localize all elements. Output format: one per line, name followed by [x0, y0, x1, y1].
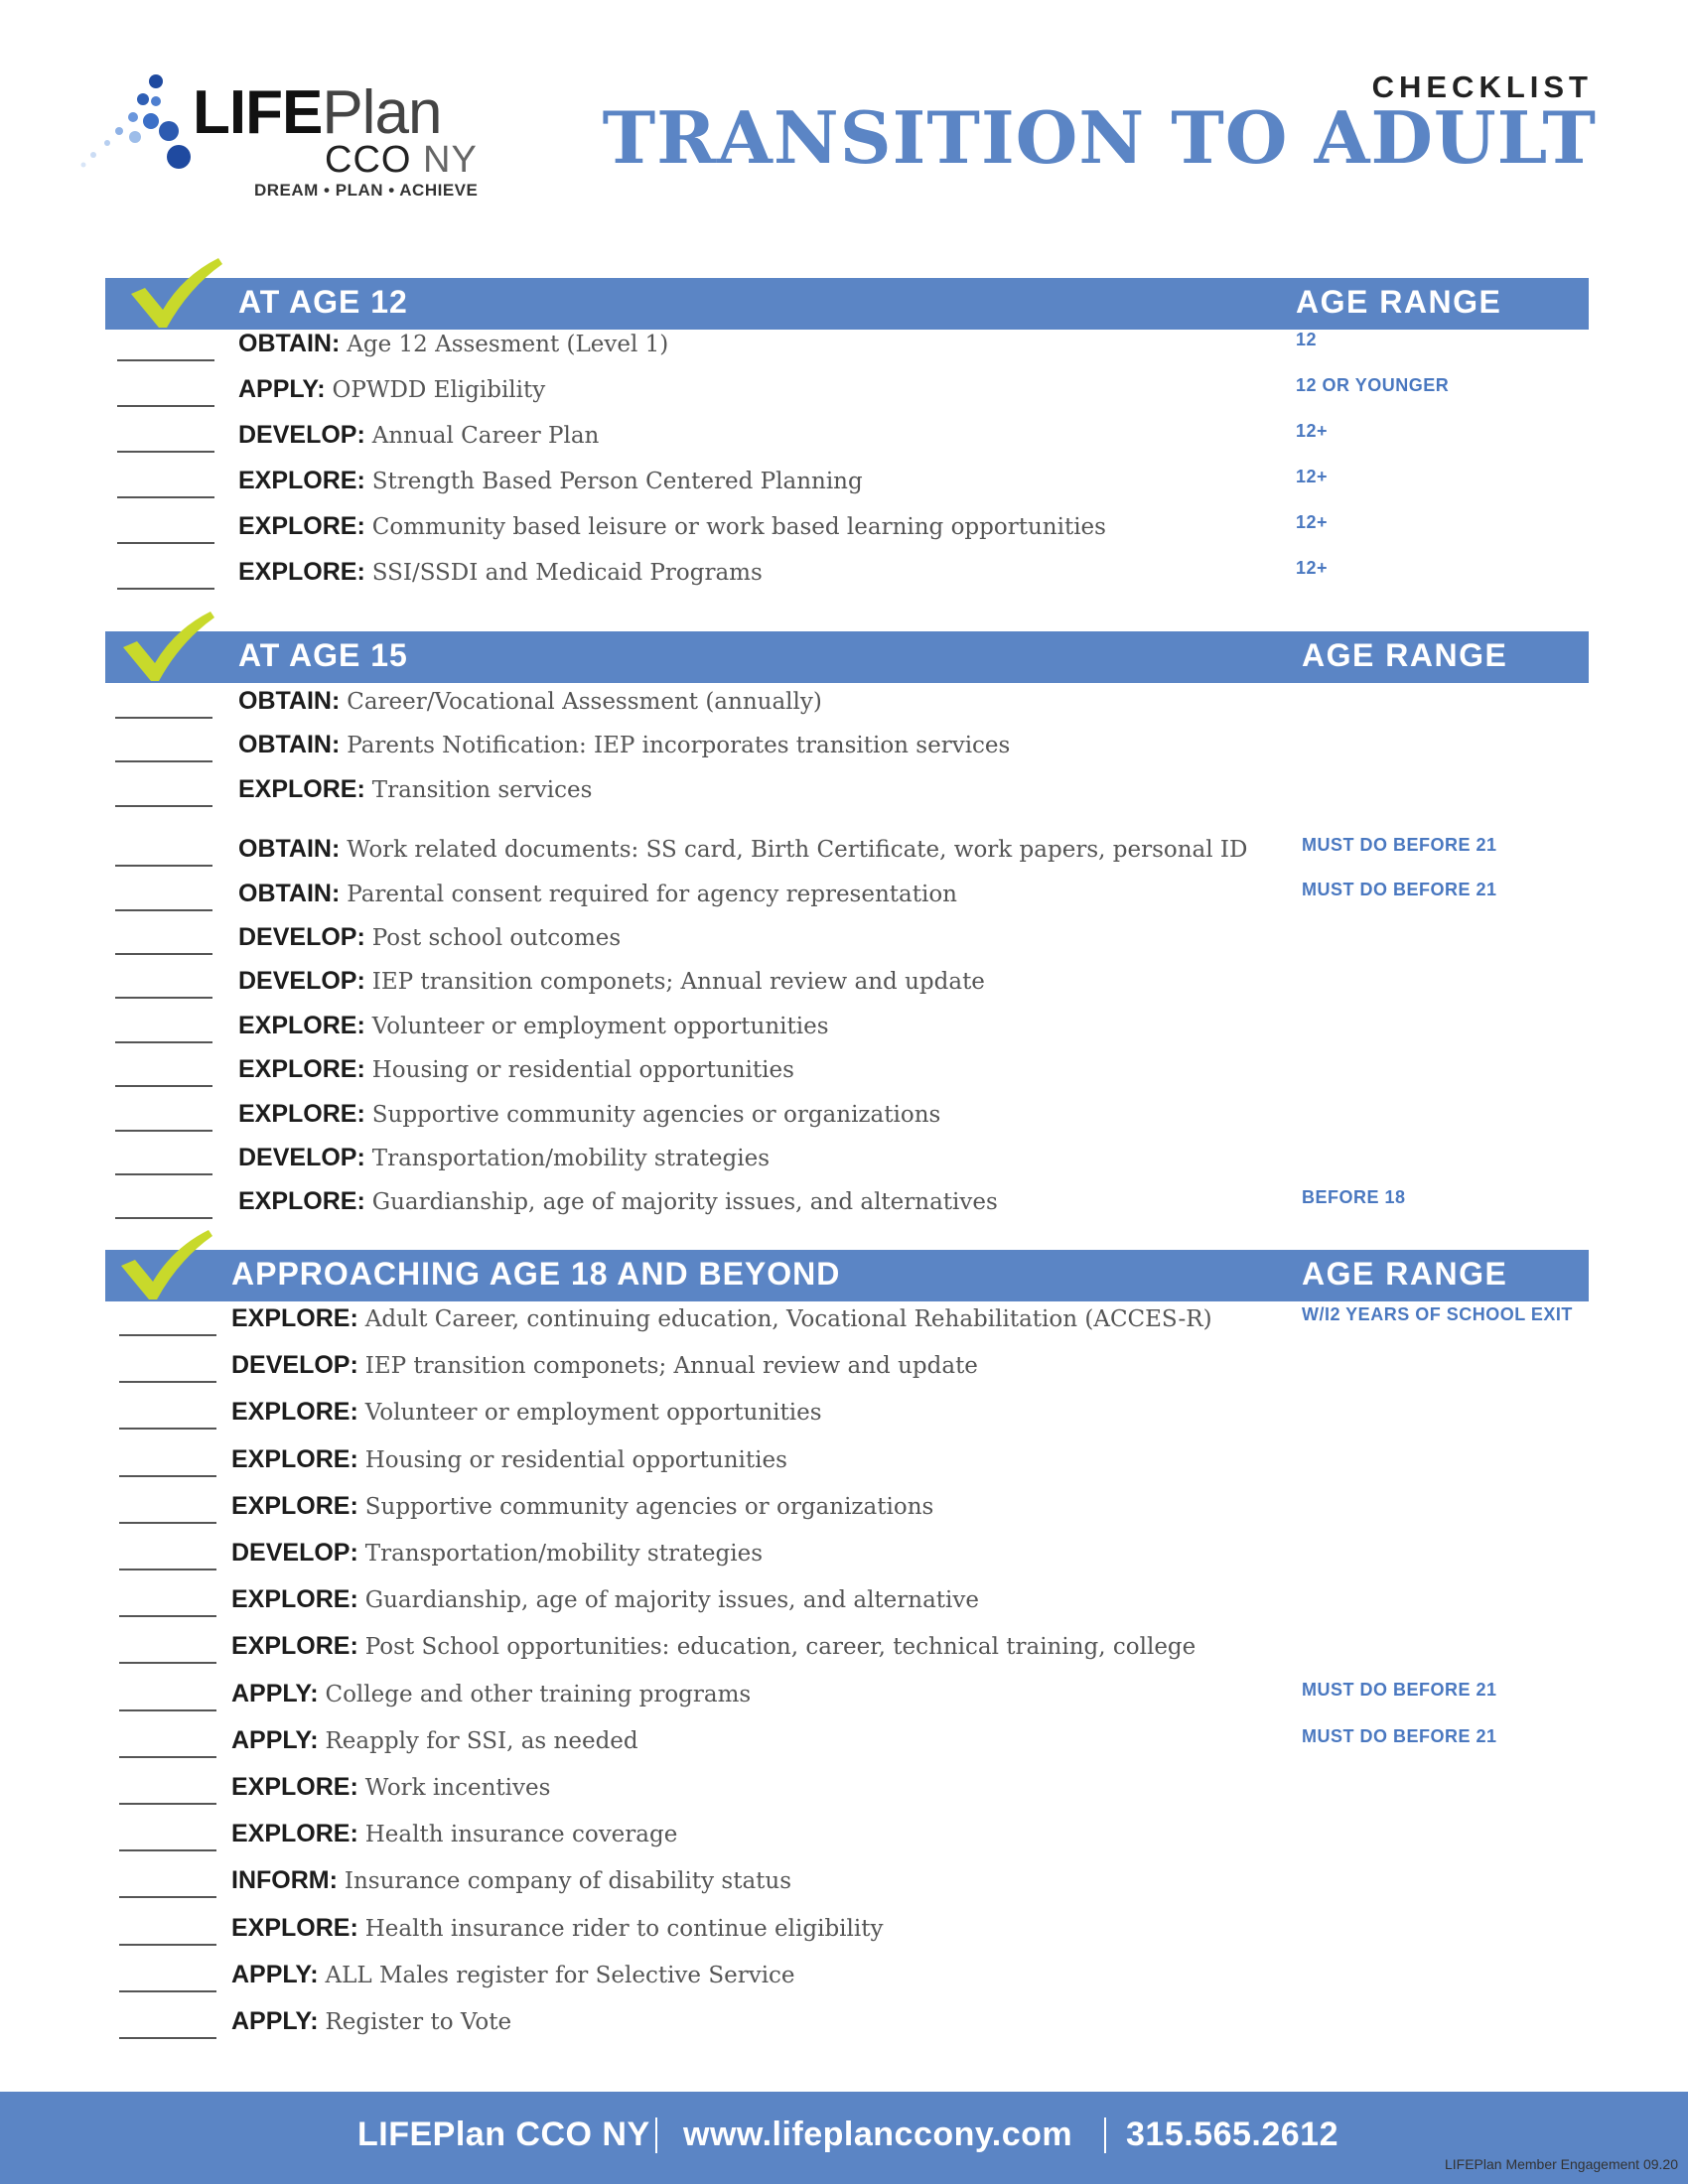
item-description: Health insurance rider to continue eligibility: [364, 1915, 884, 1942]
checkmark-icon: [117, 1226, 216, 1305]
checklist-row: [0, 1100, 1688, 1140]
action-verb: DEVELOP:: [231, 1351, 358, 1380]
checklist-item: [238, 467, 863, 495]
checkbox-blank-line[interactable]: [115, 1085, 212, 1087]
action-verb: OBTAIN:: [238, 879, 341, 907]
action-verb: EXPLORE:: [231, 1585, 358, 1614]
checkbox-blank-line[interactable]: [117, 588, 214, 590]
age-range-value: 12: [1296, 330, 1318, 349]
checklist-row: [0, 1820, 1688, 1859]
checkbox-blank-line[interactable]: [119, 1381, 216, 1383]
checkbox-blank-line[interactable]: [119, 1615, 216, 1617]
checklist-row: [0, 1055, 1688, 1095]
footer-org: LIFEPlan CCO NY: [357, 2116, 650, 2153]
action-verb: EXPLORE:: [238, 512, 365, 540]
checklist-item: [231, 1398, 822, 1427]
action-verb: APPLY:: [238, 375, 326, 403]
action-verb: OBTAIN:: [238, 330, 341, 357]
age-range-value: MUST DO BEFORE 21: [1302, 835, 1497, 856]
action-verb: APPLY:: [231, 1960, 319, 1988]
checklist-item: [231, 1585, 979, 1614]
age-range-value: 12+: [1296, 467, 1329, 486]
checkbox-blank-line[interactable]: [115, 1217, 212, 1219]
checklist-row: [0, 880, 1688, 919]
footer-phone: 315.565.2612: [1126, 2116, 1338, 2153]
checklist-item: [238, 1187, 998, 1216]
action-verb: EXPLORE:: [231, 1444, 358, 1473]
checklist-item: [231, 1820, 677, 1848]
checkbox-blank-line[interactable]: [119, 1662, 216, 1664]
checkmark-icon: [127, 254, 226, 334]
checklist-row: [0, 1914, 1688, 1954]
checklist-row: [0, 1585, 1688, 1625]
checkbox-blank-line[interactable]: [115, 953, 212, 955]
checklist-row: [0, 330, 1688, 369]
item-description: Volunteer or employment opportunities: [364, 1400, 822, 1427]
checklist-row: [0, 1492, 1688, 1532]
checklist-row: [0, 1398, 1688, 1437]
action-verb: EXPLORE:: [238, 1099, 365, 1128]
item-description: Housing or residential opportunities: [364, 1446, 787, 1473]
checkbox-blank-line[interactable]: [117, 359, 214, 361]
age-range-value: W/I2 YEARS OF SCHOOL EXIT: [1302, 1304, 1573, 1324]
checkbox-blank-line[interactable]: [117, 496, 214, 498]
checklist-item: [238, 1100, 940, 1129]
checklist-row: [0, 1773, 1688, 1813]
checkbox-blank-line[interactable]: [115, 805, 212, 807]
checklist-item: [238, 1012, 829, 1040]
checklist-row: [0, 421, 1688, 461]
checkbox-blank-line[interactable]: [119, 1849, 216, 1851]
checkbox-blank-line[interactable]: [117, 542, 214, 544]
checkbox-blank-line[interactable]: [115, 1130, 212, 1132]
section-title: APPROACHING AGE 18 AND BEYOND: [231, 1256, 841, 1292]
item-description: ALL Males register for Selective Service: [325, 1962, 795, 1988]
item-description: Work related documents: SS card, Birth Certificate, work papers, personal ID: [347, 837, 1248, 864]
item-description: College and other training programs: [325, 1681, 752, 1707]
action-verb: OBTAIN:: [238, 731, 341, 759]
checklist-item: [231, 2007, 511, 2036]
action-verb: EXPLORE:: [231, 1820, 358, 1848]
checkbox-blank-line[interactable]: [117, 451, 214, 453]
action-verb: EXPLORE:: [238, 1011, 365, 1039]
checkbox-blank-line[interactable]: [119, 1709, 216, 1711]
age-range-value: MUST DO BEFORE 21: [1302, 879, 1497, 899]
checkbox-blank-line[interactable]: [119, 1990, 216, 1992]
checkbox-blank-line[interactable]: [115, 717, 212, 719]
checklist-row: [0, 731, 1688, 770]
checklist-item: [231, 1726, 638, 1755]
checkbox-blank-line[interactable]: [119, 1944, 216, 1946]
action-verb: DEVELOP:: [238, 967, 365, 996]
checklist-row: [0, 1539, 1688, 1578]
age-range-header: AGE RANGE: [1302, 637, 1508, 673]
action-verb: DEVELOP:: [231, 1539, 358, 1567]
checklist-row: [0, 1144, 1688, 1183]
checklist-row: [0, 1961, 1688, 2000]
checklist-item: [238, 421, 599, 450]
section-header-bar: [105, 631, 1589, 681]
section-header-bar: [105, 278, 1589, 328]
checklist-item: [231, 1539, 763, 1568]
item-description: Adult Career, continuing education, Vocational Rehabilitation (ACCES-R): [364, 1306, 1212, 1332]
checklist-row: [0, 1680, 1688, 1719]
checklist-row: [0, 1351, 1688, 1391]
checkbox-blank-line[interactable]: [119, 1522, 216, 1524]
section-header-bar: [105, 1250, 1589, 1299]
checkbox-blank-line[interactable]: [119, 1569, 216, 1570]
checkbox-blank-line[interactable]: [115, 1041, 212, 1043]
action-verb: EXPLORE:: [231, 1913, 358, 1942]
checklist-row: [0, 1304, 1688, 1344]
checklist-item: [231, 1961, 795, 1989]
checklist-item: [231, 1914, 883, 1943]
age-range-value: 12+: [1296, 558, 1329, 578]
action-verb: INFORM:: [231, 1866, 338, 1895]
logo: [71, 69, 489, 208]
item-description: Supportive community agencies or organizations: [371, 1101, 941, 1128]
checklist-item: [231, 1445, 787, 1474]
item-description: Community based leisure or work based learning opportunities: [371, 514, 1106, 540]
action-verb: DEVELOP:: [238, 923, 365, 951]
action-verb: EXPLORE:: [231, 1398, 358, 1427]
item-description: Parents Notification: IEP incorporates transition services: [347, 733, 1011, 759]
action-verb: DEVELOP:: [238, 421, 365, 449]
item-description: Age 12 Assesment (Level 1): [347, 332, 669, 357]
checklist-item: [238, 512, 1106, 541]
item-description: Transition services: [371, 776, 593, 803]
checklist-row: [0, 558, 1688, 598]
checklist-item: [238, 330, 668, 358]
action-verb: EXPLORE:: [231, 1773, 358, 1801]
checklist-item: [238, 775, 592, 804]
checklist-row: [0, 1726, 1688, 1766]
footer-note: LIFEPlan Member Engagement 09.20: [1444, 2156, 1678, 2172]
checkbox-blank-line[interactable]: [115, 760, 212, 762]
action-verb: APPLY:: [231, 1679, 319, 1707]
checkbox-blank-line[interactable]: [119, 1475, 216, 1477]
logo-subtitle: CCO NY: [325, 139, 478, 181]
checklist-row: [0, 1012, 1688, 1051]
checklist-row: [0, 967, 1688, 1007]
action-verb: EXPLORE:: [238, 1187, 365, 1216]
checklist-row: [0, 1445, 1688, 1485]
item-description: Post School opportunities: education, career, technical training, college: [364, 1634, 1196, 1661]
action-verb: APPLY:: [231, 2007, 319, 2035]
item-description: Post school outcomes: [371, 925, 622, 951]
checklist-item: [231, 1773, 550, 1802]
action-verb: EXPLORE:: [231, 1491, 358, 1520]
checklist-row: [0, 1632, 1688, 1672]
action-verb: EXPLORE:: [238, 774, 365, 803]
action-verb: OBTAIN:: [238, 835, 341, 864]
checklist-item: [238, 923, 621, 952]
checkbox-blank-line[interactable]: [119, 1896, 216, 1898]
checklist-row: [0, 512, 1688, 552]
checkbox-blank-line[interactable]: [119, 1334, 216, 1336]
age-range-value: 12+: [1296, 421, 1329, 441]
checklist-item: [238, 967, 985, 996]
age-range-value: MUST DO BEFORE 21: [1302, 1725, 1497, 1746]
action-verb: EXPLORE:: [231, 1632, 358, 1661]
checkbox-blank-line[interactable]: [115, 997, 212, 999]
checklist-row: [0, 923, 1688, 963]
item-description: Health insurance coverage: [364, 1822, 678, 1848]
item-description: Register to Vote: [325, 2009, 512, 2035]
item-description: Transportation/mobility strategies: [364, 1541, 764, 1567]
section-title: AT AGE 12: [238, 284, 408, 320]
age-range-value: BEFORE 18: [1302, 1187, 1406, 1208]
checkbox-blank-line[interactable]: [117, 405, 214, 407]
footer-divider: [655, 2117, 657, 2153]
item-description: OPWDD Eligibility: [332, 377, 546, 403]
checklist-item: [238, 835, 1247, 864]
checklist-item: [238, 1055, 794, 1084]
checkbox-blank-line[interactable]: [115, 909, 212, 911]
checklist-row: [0, 1187, 1688, 1227]
checklist-row: [0, 1866, 1688, 1906]
action-verb: APPLY:: [231, 1725, 319, 1754]
logo-tagline: DREAM • PLAN • ACHIEVE: [254, 181, 479, 200]
item-description: Guardianship, age of majority issues, and alternative: [364, 1587, 980, 1614]
checkbox-blank-line[interactable]: [119, 2037, 216, 2039]
item-description: Parental consent required for agency representation: [347, 881, 957, 907]
checkbox-blank-line[interactable]: [115, 1173, 212, 1175]
item-description: Volunteer or employment opportunities: [371, 1013, 829, 1039]
section-underline: [105, 1299, 1589, 1301]
page-title: TRANSITION TO ADULT: [602, 95, 1597, 180]
age-range-header: AGE RANGE: [1296, 284, 1502, 320]
checklist-item: [231, 1304, 1212, 1333]
item-description: Housing or residential opportunities: [371, 1057, 794, 1084]
action-verb: DEVELOP:: [238, 1144, 365, 1171]
checklist-item: [231, 1632, 1196, 1661]
checklist-item: [231, 1866, 791, 1895]
footer-website-link[interactable]: www.lifeplanccony.com: [683, 2116, 1073, 2153]
checklist-item: [238, 880, 957, 908]
action-verb: EXPLORE:: [238, 558, 365, 586]
logo-wordmark: LIFEPlan: [193, 78, 442, 147]
action-verb: EXPLORE:: [238, 467, 365, 494]
item-description: SSI/SSDI and Medicaid Programs: [371, 560, 763, 586]
action-verb: EXPLORE:: [238, 1055, 365, 1084]
item-description: Guardianship, age of majority issues, and alternatives: [371, 1189, 998, 1216]
footer: [0, 2092, 1688, 2184]
checklist-item: [238, 1144, 770, 1172]
age-range-value: 12+: [1296, 512, 1329, 532]
item-description: IEP transition componets; Annual review and update: [371, 969, 985, 996]
item-description: Reapply for SSI, as needed: [325, 1727, 638, 1754]
action-verb: EXPLORE:: [231, 1304, 358, 1332]
footer-divider: [1104, 2117, 1106, 2153]
item-description: Career/Vocational Assessment (annually): [347, 689, 822, 715]
checkbox-blank-line[interactable]: [115, 865, 212, 867]
action-verb: OBTAIN:: [238, 687, 341, 715]
checklist-row: [0, 775, 1688, 815]
item-description: Work incentives: [364, 1775, 551, 1801]
checklist-row: [0, 835, 1688, 875]
item-description: Annual Career Plan: [371, 423, 600, 449]
checklist-item: [231, 1351, 978, 1380]
checklist-row: [0, 375, 1688, 415]
item-description: Insurance company of disability status: [344, 1868, 792, 1895]
checklist-row: [0, 467, 1688, 506]
checkbox-blank-line[interactable]: [119, 1428, 216, 1430]
age-range-value: 12 OR YOUNGER: [1296, 375, 1450, 395]
item-description: Transportation/mobility strategies: [371, 1146, 771, 1171]
checklist-row: [0, 687, 1688, 727]
checklist-label: CHECKLIST: [1371, 69, 1593, 104]
logo-dots-icon: [71, 69, 201, 199]
checklist-item: [231, 1492, 933, 1521]
checkbox-blank-line[interactable]: [119, 1803, 216, 1805]
checkbox-blank-line[interactable]: [119, 1756, 216, 1758]
item-description: Strength Based Person Centered Planning: [371, 469, 863, 494]
checkmark-icon: [119, 608, 218, 687]
checklist-row: [0, 2007, 1688, 2047]
age-range-value: MUST DO BEFORE 21: [1302, 1679, 1497, 1700]
checklist-item: [238, 375, 545, 404]
item-description: IEP transition componets; Annual review and update: [364, 1353, 978, 1380]
age-range-header: AGE RANGE: [1302, 1256, 1508, 1292]
checklist-item: [238, 558, 763, 587]
section-title: AT AGE 15: [238, 637, 408, 673]
item-description: Supportive community agencies or organizations: [364, 1493, 934, 1520]
checklist-item: [238, 687, 822, 716]
section-underline: [105, 681, 1589, 683]
checklist-item: [231, 1680, 751, 1708]
checklist-item: [238, 731, 1010, 759]
